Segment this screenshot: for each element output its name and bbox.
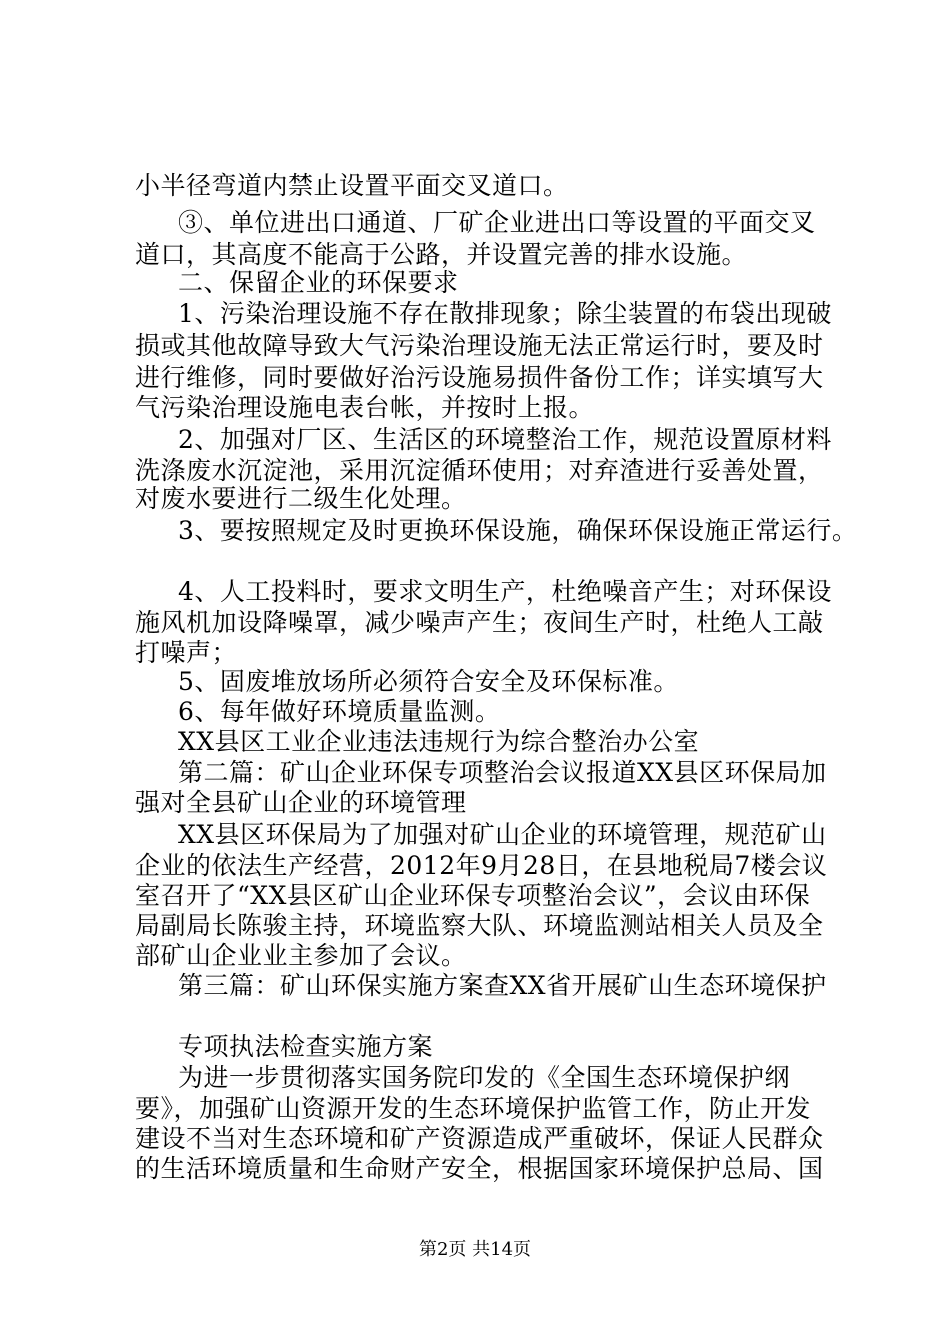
text-line: 建设不当对生态环境和矿产资源造成严重破坏，保证人民群众	[135, 1124, 824, 1153]
text-line: 要》，加强矿山资源开发的生态环境保护监管工作，防止开发	[135, 1094, 812, 1123]
text-line: 4、人工投料时，要求文明生产，杜绝噪音产生；对环保设	[178, 577, 832, 606]
text-line: 局副局长陈骏主持，环境监察大队、环境监测站相关人员及全	[135, 911, 824, 940]
text-line: XX县区环保局为了加强对矿山企业的环境管理，规范矿山	[178, 820, 827, 849]
article-title: 第二篇：矿山企业环保专项整治会议报道XX县区环保局加	[178, 758, 827, 787]
text-line: 对废水要进行二级生化处理。	[135, 484, 467, 513]
article-title: 强对全县矿山企业的环境管理	[135, 788, 467, 817]
page-number: 第2页 共14页	[418, 1239, 532, 1260]
office-name: XX县区工业企业违法违规行为综合整治办公室	[178, 727, 700, 756]
text-line: 2、加强对厂区、生活区的环境整治工作，规范设置原材料	[178, 425, 832, 454]
article-title: 专项执法检查实施方案	[178, 1032, 434, 1061]
text-line: 室召开了“XX县区矿山企业环保专项整治会议”，会议由环保	[135, 881, 811, 910]
text-line: 1、污染治理设施不存在散排现象；除尘装置的布袋出现破	[178, 299, 832, 328]
text-line: 部矿山企业业主参加了会议。	[135, 941, 467, 970]
text-line: 气污染治理设施电表台帐，并按时上报。	[135, 393, 595, 422]
text-line: 施风机加设降噪罩，减少噪声产生；夜间生产时，杜绝人工敲	[135, 608, 824, 637]
text-line: 洗涤废水沉淀池，采用沉淀循环使用；对弃渣进行妥善处置，	[135, 456, 824, 485]
text-line: 的生活环境质量和生命财产安全，根据国家环境保护总局、国	[135, 1154, 824, 1183]
text-line: ③、单位进出口通道、厂矿企业进出口等设置的平面交叉	[178, 208, 816, 237]
text-line: 损或其他故障导致大气污染治理设施无法正常运行时，要及时	[135, 331, 824, 360]
text-line: 企业的依法生产经营，2012年9月28日，在县地税局7楼会议	[135, 851, 828, 880]
article-title: 第三篇：矿山环保实施方案查XX省开展矿山生态环境保护	[178, 971, 827, 1000]
text-line: 3、要按照规定及时更换环保设施，确保环保设施正常运行。	[178, 516, 858, 545]
section-heading: 二、保留企业的环保要求	[178, 268, 459, 297]
text-line: 6、每年做好环境质量监测。	[178, 697, 501, 726]
text-line: 为进一步贯彻落实国务院印发的《全国生态环境保护纲	[178, 1063, 791, 1092]
text-line: 5、固废堆放场所必须符合安全及环保标准。	[178, 667, 679, 696]
text-line: 进行维修，同时要做好治污设施易损件备份工作；详实填写大	[135, 363, 824, 392]
text-line: 小半径弯道内禁止设置平面交叉道口。	[135, 171, 569, 200]
text-line: 打噪声；	[135, 638, 238, 667]
text-line: 道口，其高度不能高于公路，并设置完善的排水设施。	[135, 240, 748, 269]
